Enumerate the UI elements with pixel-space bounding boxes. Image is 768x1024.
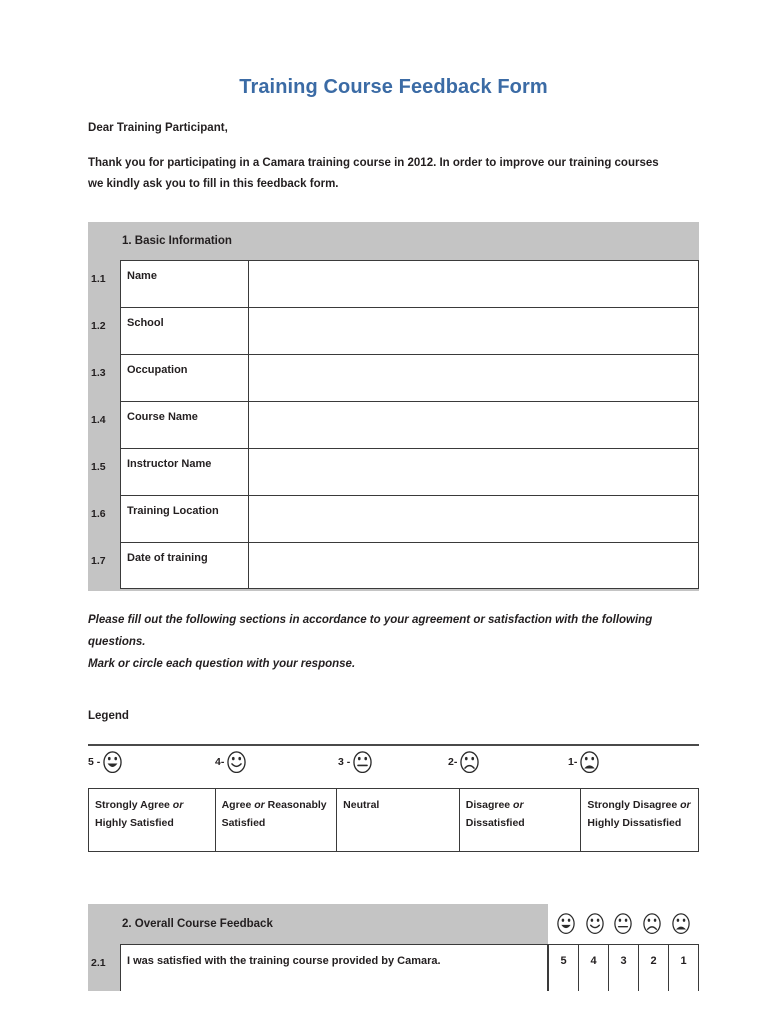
section2-scale-icons <box>548 904 699 944</box>
section2-questions <box>88 944 699 991</box>
section-overall-course-feedback <box>88 904 699 991</box>
legend-scale-item <box>568 751 599 773</box>
section-basic-information <box>88 222 699 591</box>
score-option[interactable]: 3 <box>608 945 638 991</box>
salutation-text: Dear Training Participant, <box>88 122 228 134</box>
row-number: 1.4 <box>88 401 120 448</box>
legend-heading: Legend <box>88 709 129 722</box>
row-number: 1.2 <box>88 307 120 354</box>
row-input-field[interactable] <box>249 495 699 542</box>
legend-description-cell: Neutral <box>337 789 460 851</box>
score-option[interactable]: 2 <box>638 945 668 991</box>
page-content <box>88 0 699 991</box>
row-input-field[interactable] <box>249 401 699 448</box>
score-option[interactable]: 5 <box>548 945 578 991</box>
section2-header-row <box>88 904 699 944</box>
table-row <box>88 495 699 542</box>
intro-paragraph: Thank you for participating in a Camara training course in 2012. In order to improve our training courses we kindly ask you to fill in this feedback form. <box>88 157 659 191</box>
row-input-field[interactable] <box>249 307 699 354</box>
question-text: I was satisfied with the training course provided by Camara. <box>120 944 548 991</box>
row-input-field[interactable] <box>249 354 699 401</box>
row-label: School <box>120 307 249 354</box>
score-option[interactable]: 4 <box>578 945 608 991</box>
question-score-options <box>548 944 699 991</box>
question-row <box>88 944 699 991</box>
row-label: Training Location <box>120 495 249 542</box>
table-row <box>88 401 699 448</box>
instructions-text <box>88 609 696 676</box>
legend-description-cell: Strongly Agree or Highly Satisfied <box>89 789 216 851</box>
row-input-field[interactable] <box>249 542 699 589</box>
row-label: Occupation <box>120 354 249 401</box>
table-row <box>88 354 699 401</box>
face-neutral-icon <box>614 913 632 934</box>
row-number: 1.1 <box>88 260 120 307</box>
section1-header: 1. Basic Information <box>88 222 699 260</box>
table-row <box>88 448 699 495</box>
row-input-field[interactable] <box>249 260 699 307</box>
face-very-sad-icon <box>672 913 690 934</box>
face-happy-icon <box>227 751 246 773</box>
face-very-happy-icon <box>103 751 122 773</box>
face-sad-icon <box>643 913 661 934</box>
row-number: 1.3 <box>88 354 120 401</box>
table-row <box>88 542 699 589</box>
row-number: 1.7 <box>88 542 120 589</box>
legend-scale-number: 5 - <box>88 756 101 768</box>
instructions-line-1: Please fill out the following sections in accordance to your agreement or satisfaction with the following questions. <box>88 613 653 648</box>
legend-scale-item <box>338 751 372 773</box>
legend-scale-number: 3 - <box>338 756 351 768</box>
legend-scale-item <box>215 751 246 773</box>
legend-scale-item <box>88 751 122 773</box>
row-number: 1.5 <box>88 448 120 495</box>
legend-description-cell: Disagree or Dissatisfied <box>460 789 582 851</box>
legend-scale-item <box>448 751 479 773</box>
instructions-line-2: Mark or circle each question with your response. <box>88 658 356 671</box>
row-label: Date of training <box>120 542 249 589</box>
table-row <box>88 307 699 354</box>
basic-information-table <box>88 260 699 591</box>
legend-scale-number: 4- <box>215 756 225 768</box>
legend-description-cell: Agree or Reasonably Satisfied <box>216 789 338 851</box>
row-label: Name <box>120 260 249 307</box>
section2-header: 2. Overall Course Feedback <box>88 904 548 944</box>
row-input-field[interactable] <box>249 448 699 495</box>
face-very-sad-icon <box>580 751 599 773</box>
legend-scale-row <box>88 746 699 786</box>
face-happy-icon <box>586 913 604 934</box>
row-number: 1.6 <box>88 495 120 542</box>
legend-description-cell: Strongly Disagree or Highly Dissatisfied <box>587 798 691 829</box>
legend-description-table <box>88 788 699 852</box>
face-very-happy-icon <box>557 913 575 934</box>
page-title: Training Course Feedback Form <box>239 76 548 98</box>
row-label: Instructor Name <box>120 448 249 495</box>
question-number: 2.1 <box>91 956 106 969</box>
legend-scale-number: 2- <box>448 756 458 768</box>
row-label: Course Name <box>120 401 249 448</box>
legend-scale-number: 1- <box>568 756 578 768</box>
score-option[interactable]: 1 <box>668 945 699 991</box>
face-sad-icon <box>460 751 479 773</box>
face-neutral-icon <box>353 751 372 773</box>
table-row <box>88 260 699 307</box>
